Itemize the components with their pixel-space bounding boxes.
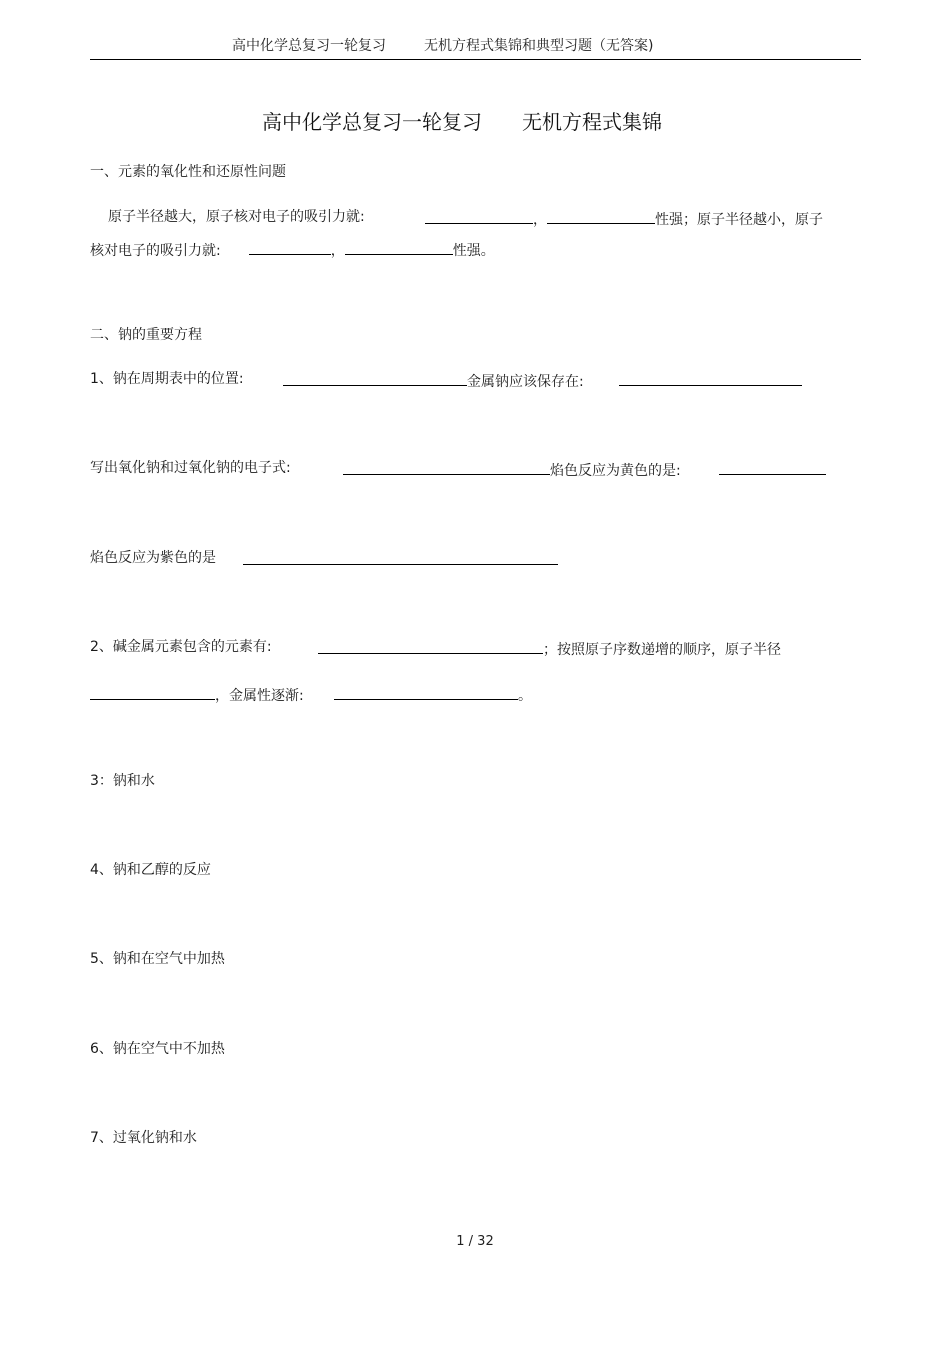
section1-line2-prefix: 核对电子的吸引力就: [90, 243, 221, 259]
section1-line2-end: 性强。 [452, 243, 495, 259]
header-rule [90, 59, 861, 60]
answer-blank[interactable] [719, 460, 826, 475]
q1-mid: 金属钠应该保存在: [467, 374, 584, 390]
q1b-mid: 焰色反应为黄色的是: [550, 463, 681, 479]
section1-line1-blanks [425, 209, 823, 228]
answer-blank[interactable] [547, 209, 655, 224]
answer-blank[interactable] [334, 685, 518, 700]
section1-heading: 一、元素的氧化性和还原性问题 [90, 164, 286, 180]
comma: ， [330, 243, 345, 259]
header-right: 无机方程式集锦和典型习题（无答案) [424, 38, 654, 54]
answer-blank[interactable] [283, 371, 467, 386]
q2b-end: 。 [518, 688, 532, 704]
answer-blank[interactable] [249, 240, 331, 255]
answer-blank[interactable] [90, 685, 215, 700]
answer-blank[interactable] [619, 371, 802, 386]
q1b-line [343, 460, 681, 479]
running-header [232, 35, 653, 55]
q1c-blank-wrap [243, 550, 558, 569]
q1c-label: 焰色反应为紫色的是 [90, 550, 216, 566]
comma: ， [533, 212, 547, 228]
q2b-mid: ，金属性逐渐: [215, 688, 304, 704]
q2-label: 2、碱金属元素包含的元素有: [90, 639, 272, 655]
q1-label: 1、钠在周期表中的位置: [90, 371, 244, 387]
q1b-label: 写出氧化钠和过氧化钠的电子式: [90, 460, 291, 476]
answer-blank[interactable] [243, 550, 558, 565]
q2-mid: ；按照原子序数递增的顺序，原子半径 [543, 642, 781, 658]
q1b-blank2-wrap [719, 460, 826, 479]
q3: 3：钠和水 [90, 773, 155, 789]
answer-blank[interactable] [318, 639, 543, 654]
q7: 7、过氧化钠和水 [90, 1130, 197, 1146]
q2-line [318, 639, 781, 658]
q6: 6、钠在空气中不加热 [90, 1041, 225, 1057]
answer-blank[interactable] [425, 209, 533, 224]
q2b-line [90, 685, 304, 704]
q4: 4、钠和乙醇的反应 [90, 862, 211, 878]
q5: 5、钠和在空气中加热 [90, 951, 225, 967]
q1-blank2-wrap [619, 371, 802, 390]
title-part1: 高中化学总复习一轮复习 [262, 110, 482, 134]
section1-line1-prefix: 原子半径越大，原子核对电子的吸引力就: [108, 209, 365, 225]
section1-line1-mid: 性强；原子半径越小，原子 [655, 212, 823, 228]
answer-blank[interactable] [345, 240, 453, 255]
header-left: 高中化学总复习一轮复习 [232, 38, 386, 54]
q1-line [283, 371, 584, 390]
section2-heading: 二、钠的重要方程 [90, 327, 202, 343]
section1-line2 [90, 240, 495, 259]
page-title [262, 106, 662, 135]
answer-blank[interactable] [343, 460, 550, 475]
q2b-line2 [334, 685, 532, 704]
page-number: 1 / 32 [456, 1234, 494, 1249]
title-part2: 无机方程式集锦 [522, 110, 662, 134]
